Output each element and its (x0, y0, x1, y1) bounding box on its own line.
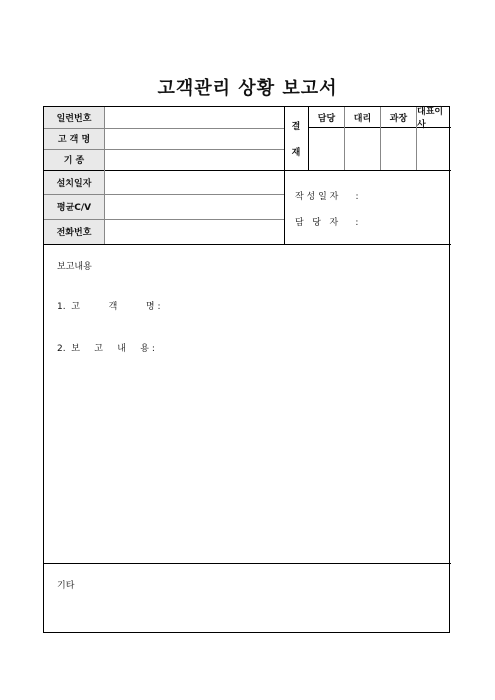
approval-role-staff: 담당 (317, 113, 336, 124)
customer-name-field[interactable] (105, 128, 283, 149)
written-date-label: 작 성 일 자 : (295, 192, 359, 202)
report-form (43, 106, 450, 633)
approval-sign-assistant-manager[interactable] (345, 128, 380, 170)
approval-role-manager: 과장 (389, 113, 408, 124)
approval-role-ceo: 대표이사 (417, 107, 444, 130)
person-in-charge-label: 담 당 자 : (295, 218, 359, 228)
page-title: 고객관리 상황 보고서 (157, 78, 338, 99)
etc-area[interactable] (44, 564, 450, 632)
label-phone: 전화번호 (44, 219, 104, 244)
phone-field[interactable] (105, 219, 283, 244)
report-item-customer: 1. 고 객 명 : (57, 302, 161, 312)
report-content-area[interactable] (44, 245, 450, 563)
approval-sign-staff[interactable] (309, 128, 344, 170)
approval-sign-manager[interactable] (381, 128, 416, 170)
report-heading: 보고내용 (57, 262, 92, 272)
model-field[interactable] (105, 149, 283, 170)
approval-label-top: 결 (291, 121, 301, 132)
serial-no-field[interactable] (105, 107, 283, 128)
approval-role-assistant-manager: 대리 (353, 113, 372, 124)
install-date-field[interactable] (105, 170, 283, 194)
approval-label (284, 107, 308, 170)
label-average-cv: 평균C/V (44, 194, 104, 219)
report-item-content: 2. 보 고 내 용 : (57, 344, 155, 354)
etc-heading: 기타 (57, 581, 75, 591)
approval-label-bottom: 재 (291, 147, 301, 158)
label-customer-name: 고 객 명 (44, 128, 104, 149)
approval-sign-ceo[interactable] (417, 128, 450, 170)
label-serial-no: 일련번호 (44, 107, 104, 128)
label-model: 기 종 (44, 149, 104, 170)
average-cv-field[interactable] (105, 194, 283, 219)
label-install-date: 설치일자 (44, 170, 104, 194)
